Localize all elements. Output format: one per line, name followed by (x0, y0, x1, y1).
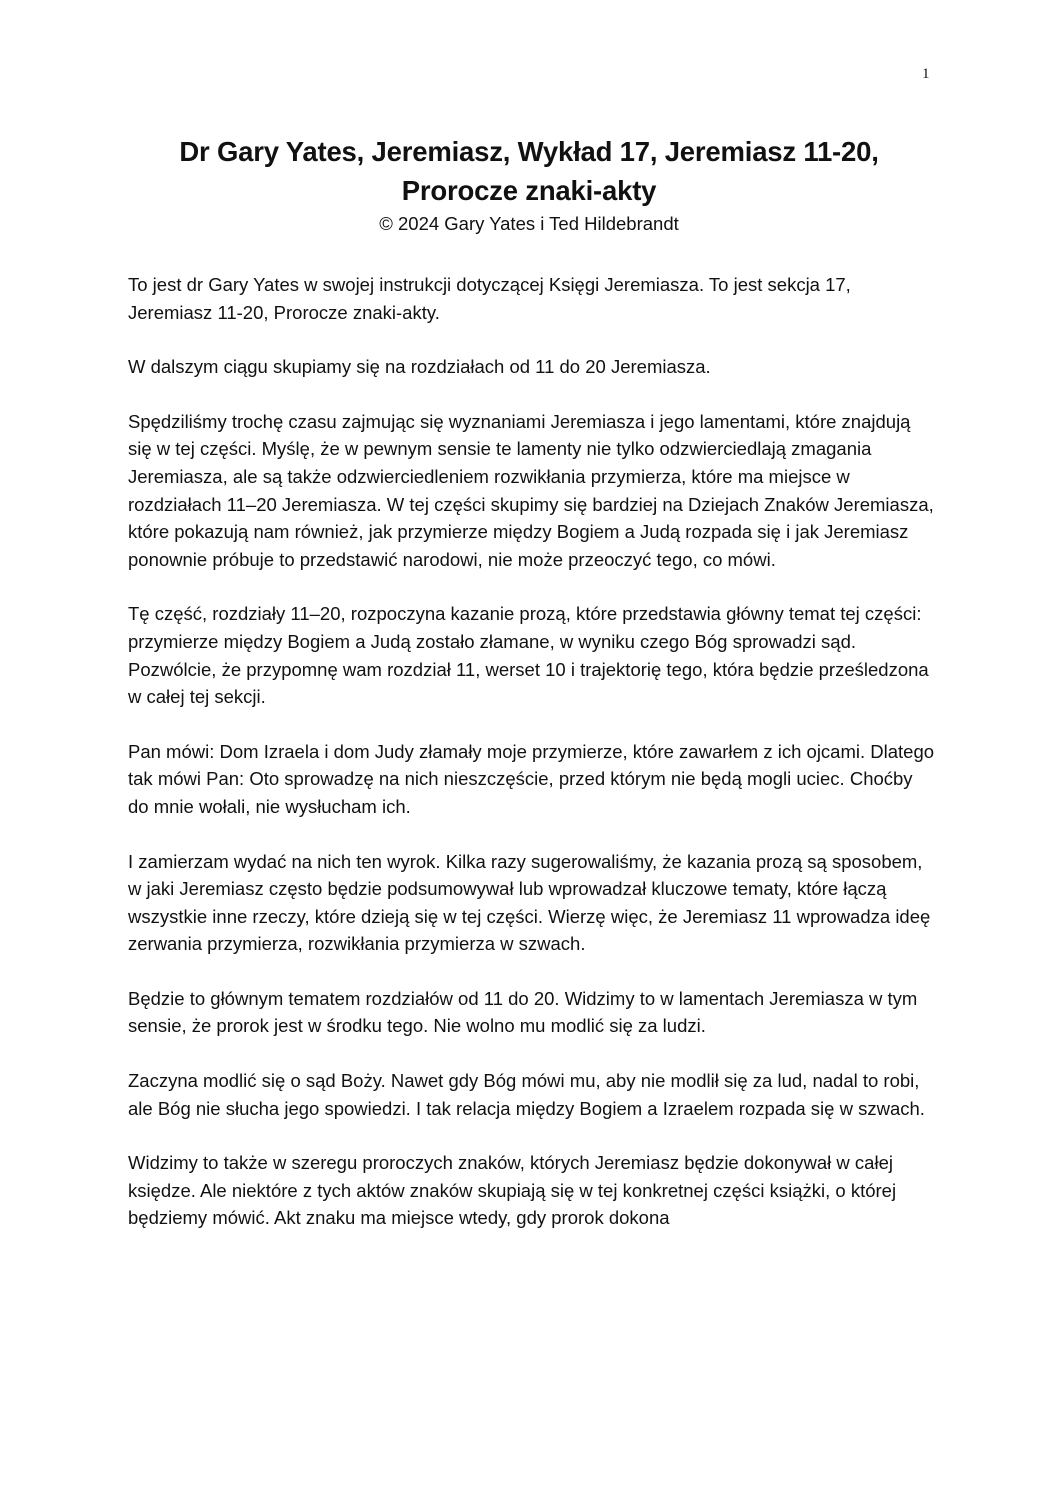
page-number: 1 (922, 66, 930, 82)
paragraph-9: Widzimy to także w szeregu proroczych znaków, których Jeremiasz będzie dokonywał w całej księdze. Ale niektóre z tych aktów znaków skupiają się w tej konkretnej części książki, o której będziemy mówić. Akt znaku ma miejsce wtedy, gdy prorok dokona (128, 1152, 897, 1229)
copyright-notice: © 2024 Gary Yates i Ted Hildebrandt (379, 213, 679, 234)
paragraph-4: Tę część, rozdziały 11–20, rozpoczyna kazanie prozą, które przedstawia główny temat tej części: przymierze między Bogiem a Judą zostało złamane, w wyniku czego Bóg sprowadzi sąd. Pozwólcie, że przypomnę wam rozdział 11, werset 10 i trajektorię tego, która będzie prześledzona w całej tej sekcji. (128, 603, 929, 708)
document-title (100, 132, 958, 210)
title-line-2: Prorocze znaki-akty (401, 175, 657, 206)
body-text (128, 271, 938, 1259)
paragraph-5: Pan mówi: Dom Izraela i dom Judy złamały moje przymierze, które zawarłem z ich ojcami. Dlatego tak mówi Pan: Oto sprowadzę na nich nieszczęście, przed którym nie będą mogli uciec. Choćby do mnie wołali, nie wysłucham ich. (128, 740, 935, 817)
paragraph-1: To jest dr Gary Yates w swojej instrukcji dotyczącej Księgi Jeremiasza. To jest sekcja 17, Jeremiasz 11-20, Prorocze znaki-akty. (128, 274, 851, 323)
paragraph-7: Będzie to głównym tematem rozdziałów od 11 do 20. Widzimy to w lamentach Jeremiasza w tym sensie, że prorok jest w środku tego. Nie wolno mu modlić się za ludzi. (128, 987, 918, 1037)
paragraph-2: W dalszym ciągu skupiamy się na rozdziałach od 11 do 20 Jeremiasza. (128, 356, 711, 378)
paragraph-6: I zamierzam wydać na nich ten wyrok. Kilka razy sugerowaliśmy, że kazania prozą są sposobem, w jaki Jeremiasz często będzie podsumowywał lub wprowadzał kluczowe tematy, które łączą wszystkie inne rzeczy, które dzieją się w tej części. Wierzę więc, że Jeremiasz 11 wprowadza ideę zerwania przymierza, rozwikłania przymierza w szwach. (128, 850, 931, 955)
paragraph-3: Spędziliśmy trochę czasu zajmując się wyznaniami Jeremiasza i jego lamentami, które znajdują się w tej części. Myślę, że w pewnym sensie te lamenty nie tylko odzwierciedlają zmagania Jeremiasza, ale są także odzwierciedleniem rozwikłania przymierza, które ma miejsce w rozdziałach 11–20 Jeremiasza. W tej części skupimy się bardziej na Dziejach Znaków Jeremiasza, które pokazują nam również, jak przymierze między Bogiem a Judą rozpada się i jak Jeremiasz ponownie próbuje to przedstawić narodowi, nie może przeoczyć tego, co mówi. (128, 410, 934, 570)
document-header (100, 132, 958, 237)
title-line-1: Dr Gary Yates, Jeremiasz, Wykład 17, Jeremiasz 11-20, (179, 136, 879, 167)
paragraph-8: Zaczyna modlić się o sąd Boży. Nawet gdy Bóg mówi mu, aby nie modlił się za lud, nadal to robi, ale Bóg nie słucha jego spowiedzi. I tak relacja między Bogiem a Izraelem rozpada się w szwach. (128, 1070, 925, 1119)
